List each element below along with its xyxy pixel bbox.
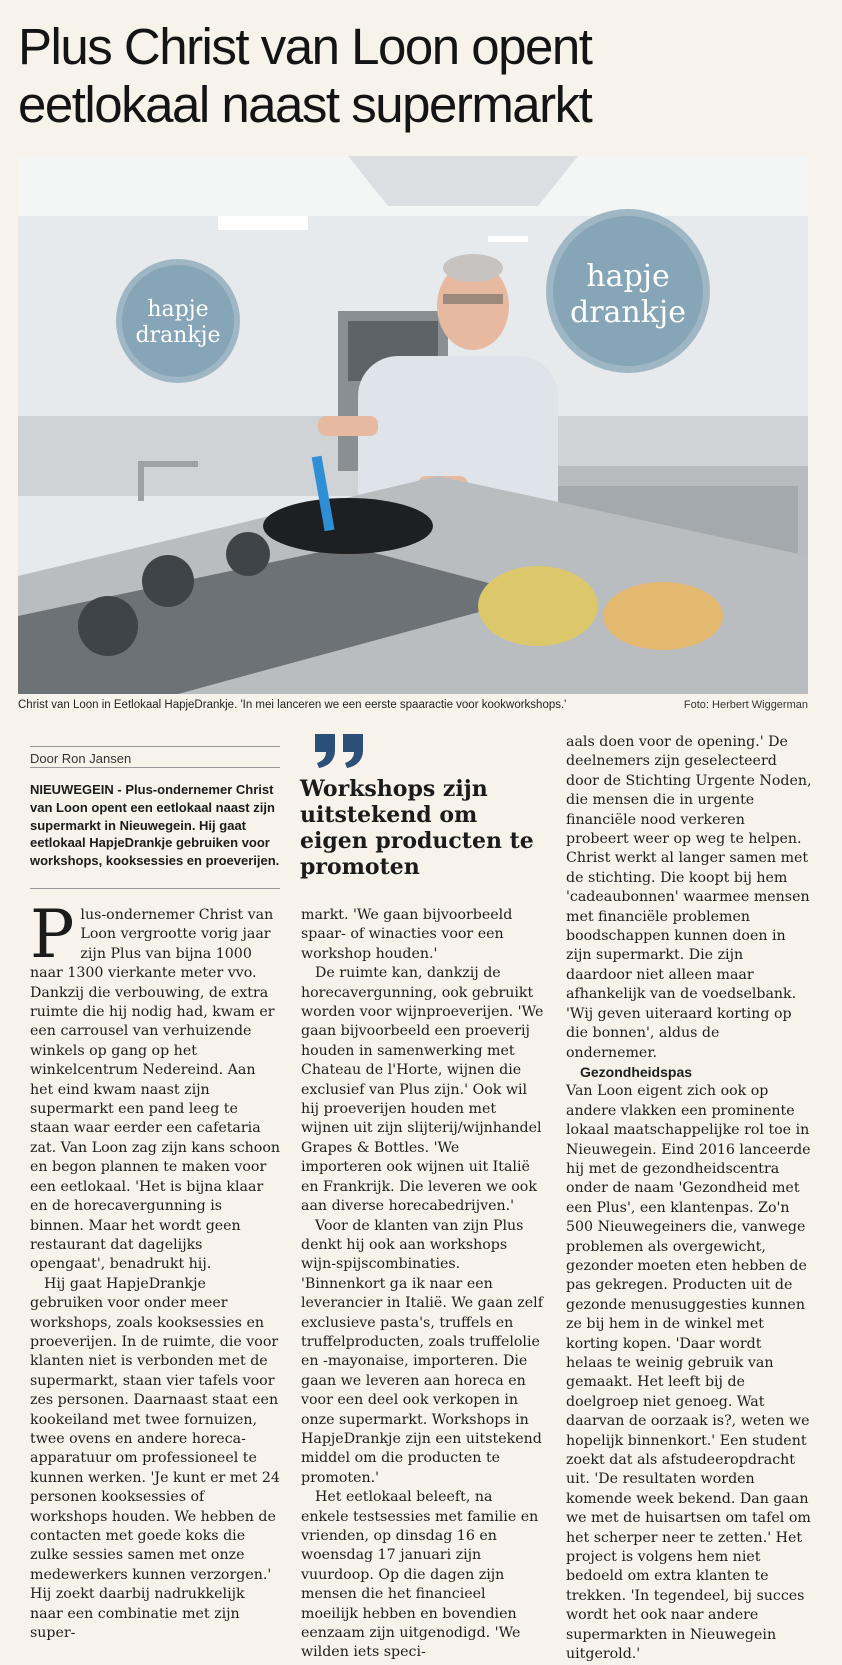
paragraph: aals doen voor de opening.' De deelnemers zijn geselecteerd door de Stichting Urgente Noden, die mensen die in urgente financiële nood verkeren probeert weer op weg te helpen. Christ werkt al langer samen met de stichting. Die koopt bij hem 'cadeaubonnen' waarmee mensen met financiële problemen boodschappen kunnen doen in zijn supermarkt. Die zijn daardoor niet alleen maar afhankelijk van de voedselbank. 'Wij geven uiteraard korting op die bonnen', aldus de ondernemer. [566,734,812,1061]
lead-paragraph [30,781,280,870]
paragraph: Van Loon eigent zich ook op andere vlakken een prominente lokaal maatschappelijke rol toe in Nieuwegein. Eind 2016 lanceerde hij met de gezondheidscentra onder de naam 'Gezondheid met een Plus', een klantenpas. Zo'n 500 Nieuwegeiners die, vanwege problemen als overgewicht, gezonder moeten eten hebben de pas gekregen. Producten uit de gezonde menusuggesties kunnen ze bij hem in de winkel met korting kopen. 'Daar wordt helaas te weinig gebruik van gemaakt. Het leeft bij de doelgroep niet genoeg. Wat daarvan de oorzaak is?, weten we hopelijk binnenkort.' Een student zoekt dat als afstudeeropdracht uit. 'De resultaten worden komende week bekend. Dan gaan we met de huisartsen om tafel om het scherper neer te zetten.' Het project is volgens hem niet bedoeld om extra klanten te trekken. 'In tegendeel, bij succes wordt het ook naar andere supermarkten in Nieuwegein uitgerold.' [566,1083,811,1663]
byline-divider [30,767,280,768]
caption-text: Christ van Loon in Eetlokaal HapjeDrankje. 'In mei lanceren we een eerste spaaractie voor kookworkshops.' [18,699,567,711]
lead-divider [30,888,280,889]
sign-left-line1: hapje [147,297,209,322]
lead-place: NIEUWEGEIN - [30,782,122,797]
body-column-1 [30,896,281,1643]
paragraph [30,896,281,1275]
paragraph: Hij gaat HapjeDrankje gebruiken voor onder meer workshops, zoals kooksessies en proeverijen. In de ruimte, die voor klanten niet is verbonden met de supermarkt, staan vier tafels voor zes personen. Daarnaast staat een kookeiland met twee fornuizen, twee ovens en andere horeca-apparatuur om professioneel te kunnen werken. 'Je kunt er met 24 personen kooksessies of workshops houden. We hebben de contacten met goede koks die zulke sessies samen met onze medewerkers kunnen verzorgen.' Hij zoekt daarbij nadrukkelijk naar een combinatie met zijn super- [30,1275,280,1642]
headline-line-2: eetlokaal naast supermarkt [18,76,592,133]
paragraph-text: lus-ondernemer Christ van Loon vergrootte vorig jaar zijn Plus van bijna 1000 naar 1300 vierkante meter vvo. Dankzij die verbouwing, de extra ruimte die hij nodig had, kwam er een carrousel van verhuizende winkels op gang op het winkelcentrum Nedereind. Aan het eind kwam naast zijn supermarkt een pand leeg te staan waar eerder een cafetaria zat. Van Loon zag zijn kans schoon en begon plannen te maken voor een eetlokaal. 'Het is bijna klaar en de horecavergunning is binnen. Maar het wordt geen restaurant dat dagelijks opengaat', benadrukt hij. [30,907,281,1273]
headline-line-1: Plus Christ van Loon opent [18,18,592,75]
sign-right-line1: hapje [586,259,670,294]
paragraph: De ruimte kan, dankzij de horecavergunning, ook gebruikt worden voor wijnproeverijen. 'We gaan bijvoorbeeld een proeverij houden in samenwerking met Chateau de l'Horte, wijnen die exclusief van Plus zijn.' Ook wil hij proeverijen houden met wijnen uit zijn slijterij/wijnhandel Grapes & Bottles. 'We importeren ook wijnen uit Italië en Frankrijk. Die leveren we ook aan diverse horecabedrijven.' [301,965,544,1215]
lead-text: Plus-ondernemer Christ van Loon opent een eetlokaal naast zijn supermarkt in Nieuwegein. Hij gaat eetlokaal HapjeDrankje gebruiken voor workshops, kooksessies en proeverijen. [30,782,280,869]
body-column-2 [301,906,544,1663]
sign-left-line2: drankje [135,323,221,348]
body-column-3 [566,733,812,1665]
subheading: Gezondheidspas [580,1063,693,1080]
sign-right-line2: drankje [570,295,686,330]
photo-caption [18,699,808,717]
paragraph: Voor de klanten van zijn Plus denkt hij ook aan workshops wijn-spijscombinaties. 'Binnenkort ga ik naar een leverancier in Italië. We gaan zelf exclusieve pasta's, truffels en truffelproducten, zoals truffelolie en -mayonaise, importeren. Die gaan we leveren aan horeca en voor een deel ook verkopen in onze supermarkt. Workshops in HapjeDrankje zijn een uitstekend middel om die producten te promoten.' [301,1217,543,1486]
hapje-drankje-sign-right [546,209,710,373]
quote-mark-icon [311,730,371,770]
hapje-drankje-sign-left [116,259,240,383]
article-headline [18,18,828,134]
article-photo [18,156,808,694]
pull-quote: Workshops zijn uitstekend om eigen producten te promoten [300,776,534,880]
photo-credit: Foto: Herbert Wiggerman [683,699,808,711]
drop-cap: P [30,896,75,973]
paragraph: markt. 'We gaan bijvoorbeeld spaar- of winacties voor een workshop houden.' [301,907,513,962]
byline: Door Ron Jansen [30,746,280,766]
paragraph: Het eetlokaal beleeft, na enkele testsessies met familie en vrienden, op dinsdag 16 en woensdag 17 januari zijn vuurdoop. Op die dagen zijn mensen die het financieel moeilijk hebben en bovendien eenzaam zijn uitgenodigd. 'We wilden iets speci- [301,1489,539,1661]
